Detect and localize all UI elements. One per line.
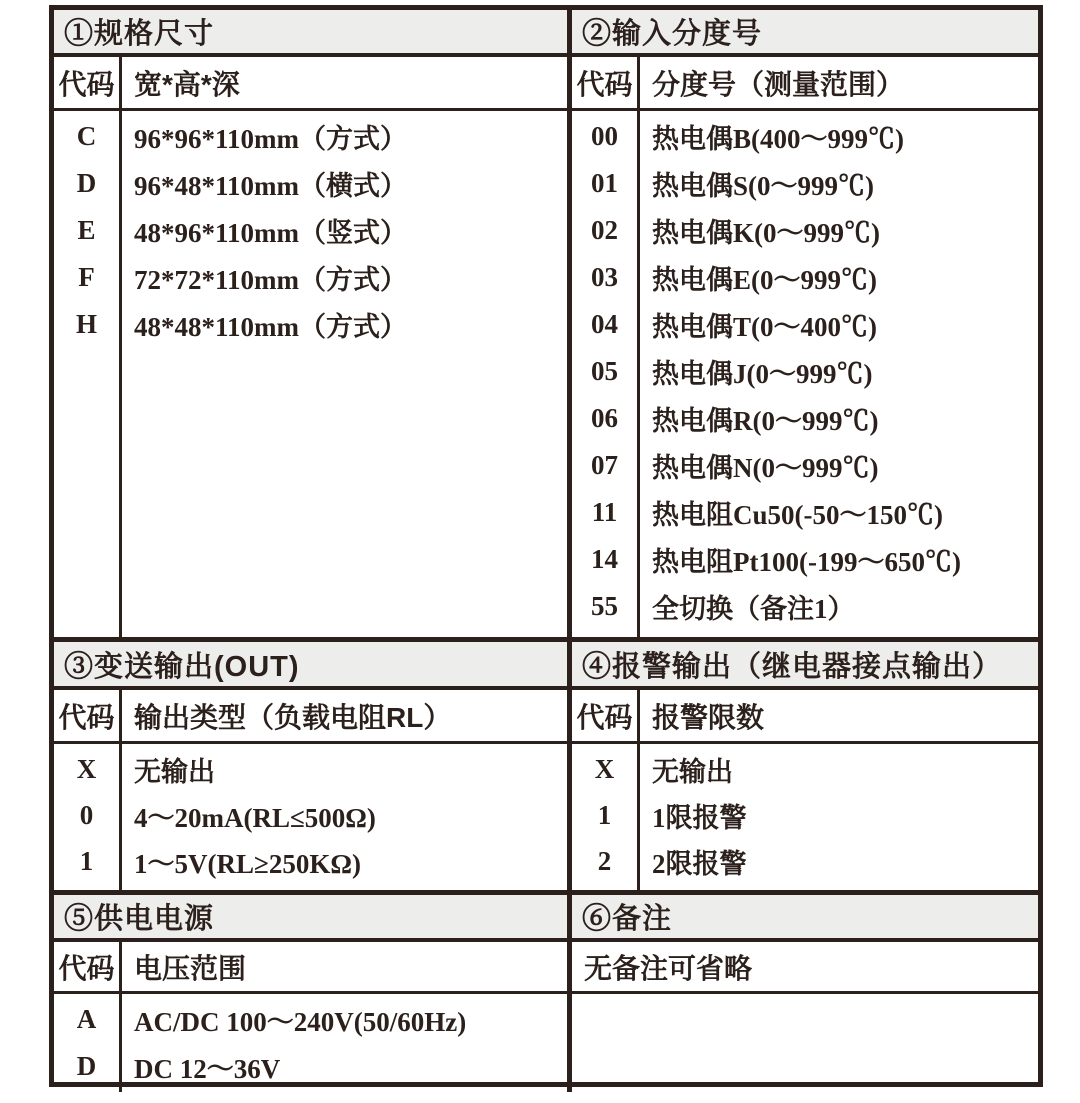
value-cell: 1限报警	[652, 802, 747, 833]
value-cell: 热电偶N(0～999℃)	[652, 453, 879, 483]
column-header-row	[572, 57, 1038, 111]
column-header-row	[54, 57, 567, 111]
value-cell: 热电偶S(0～999℃)	[652, 171, 874, 201]
value-cell: 96*96*110mm（方式）	[134, 124, 407, 154]
code-cell: 02	[591, 215, 618, 245]
value-cell: 热电偶B(400～999℃)	[652, 124, 904, 154]
value-lane	[122, 111, 567, 637]
value-cell: 72*72*110mm（方式）	[134, 265, 407, 295]
code-cell: 1	[79, 845, 94, 876]
code-cell: 07	[591, 450, 618, 480]
value-cell: 热电偶T(0～400℃)	[652, 312, 877, 342]
code-column-header: 代码	[54, 942, 122, 991]
value-cell: 无输出	[134, 756, 215, 787]
value-cell: 48*96*110mm（竖式）	[134, 218, 407, 248]
value-column-header: 报警限数	[652, 701, 765, 733]
section-title-input-range: ②输入分度号	[572, 10, 1038, 57]
value-cell: 热电阻Pt100(-199～650℃)	[652, 547, 961, 577]
column-header-row	[54, 690, 567, 744]
section-title-alarm-output: ④报警输出（继电器接点输出）	[572, 642, 1038, 690]
section-body	[572, 111, 1038, 637]
code-cell: D	[76, 168, 97, 198]
value-cell: AC/DC 100～240V(50/60Hz)	[134, 1007, 467, 1037]
value-column-header: 分度号（测量范围）	[652, 68, 905, 100]
value-cell: 1～5V(RL≥250KΩ)	[134, 848, 361, 879]
code-cell: D	[76, 1051, 97, 1081]
code-cell: H	[75, 309, 97, 339]
code-column-header: 代码	[572, 57, 640, 108]
code-cell: 11	[591, 497, 618, 527]
value-lane	[122, 744, 567, 890]
value-column-header: 输出类型（负载电阻RL）	[134, 701, 452, 733]
value-column-header: 电压范围	[134, 952, 247, 984]
section-dimensions	[54, 10, 572, 637]
ordering-spec-table	[49, 5, 1043, 1087]
section-alarm-output	[572, 637, 1038, 890]
code-cell: 2	[597, 845, 612, 876]
code-column-header: 代码	[54, 57, 122, 108]
code-cell: 06	[591, 403, 618, 433]
code-cell: 01	[591, 168, 618, 198]
code-cell: 55	[591, 591, 618, 621]
value-cell: 热电阻Cu50(-50～150℃)	[652, 500, 943, 530]
code-cell: 04	[591, 309, 618, 339]
value-cell: 热电偶R(0～999℃)	[652, 406, 879, 436]
section-title-remarks: ⑥备注	[572, 895, 1038, 942]
section-title-dimensions: ①规格尺寸	[54, 10, 567, 57]
code-column-header: 代码	[54, 690, 122, 741]
value-column-header: 宽*高*深	[134, 68, 240, 100]
section-body	[54, 111, 567, 637]
code-cell: X	[76, 753, 97, 784]
code-cell: F	[78, 262, 95, 292]
section-body	[54, 744, 567, 890]
value-lane	[640, 744, 1038, 890]
code-cell: 0	[79, 799, 94, 830]
section-body-empty	[572, 994, 1038, 1092]
code-column-header: 代码	[572, 690, 640, 741]
code-cell: A	[76, 1004, 97, 1034]
column-header-row	[54, 942, 567, 994]
code-lane	[54, 744, 122, 890]
section-body	[54, 994, 567, 1092]
code-cell: 03	[591, 262, 618, 292]
value-cell: 2限报警	[652, 848, 747, 879]
code-lane	[54, 994, 122, 1092]
value-cell: DC 12～36V	[134, 1054, 281, 1084]
remarks-note: 无备注可省略	[572, 942, 1038, 994]
value-cell: 热电偶E(0～999℃)	[652, 265, 877, 295]
value-lane	[640, 111, 1038, 637]
section-input-range	[572, 10, 1038, 637]
section-title-power-supply: ⑤供电电源	[54, 895, 567, 942]
section-remarks	[572, 890, 1038, 1092]
code-cell: 14	[591, 544, 618, 574]
value-cell: 48*48*110mm（方式）	[134, 312, 407, 342]
section-power-supply	[54, 890, 572, 1092]
code-cell: 05	[591, 356, 618, 386]
code-lane	[572, 111, 640, 637]
code-cell: C	[76, 121, 97, 151]
code-cell: E	[77, 215, 96, 245]
code-cell: X	[594, 753, 615, 784]
value-cell: 热电偶K(0～999℃)	[652, 218, 880, 248]
code-cell: 1	[597, 799, 612, 830]
value-cell: 热电偶J(0～999℃)	[652, 359, 873, 389]
code-lane	[54, 111, 122, 637]
value-cell: 全切换（备注1）	[652, 594, 855, 624]
column-header-row	[572, 690, 1038, 744]
section-transmit-output	[54, 637, 572, 890]
value-cell: 无输出	[652, 756, 733, 787]
value-cell: 4～20mA(RL≤500Ω)	[134, 802, 376, 833]
value-lane	[122, 994, 567, 1092]
code-cell: 00	[591, 121, 618, 151]
section-body	[572, 744, 1038, 890]
code-lane	[572, 744, 640, 890]
value-cell: 96*48*110mm（横式）	[134, 171, 407, 201]
section-title-transmit-output: ③变送输出(OUT)	[54, 642, 567, 690]
